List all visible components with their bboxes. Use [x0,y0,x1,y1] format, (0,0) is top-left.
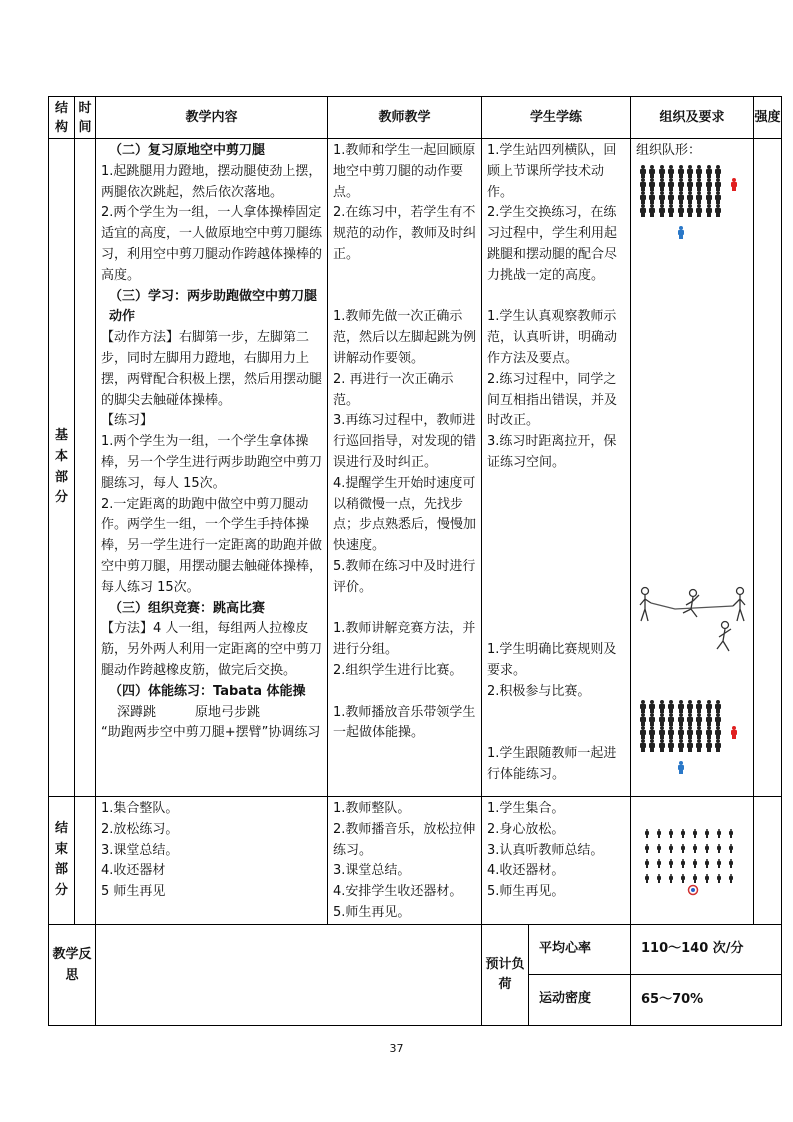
student-figure-icon [695,739,703,752]
student-figure-icon [693,844,697,853]
student-figure-icon [705,726,713,739]
sec3-practice-label: 【练习】 [101,413,154,429]
ending-teacher-1: 1.教师整队。 [333,801,411,816]
teacher-g6: 4.提醒学生开始时速度可以稍微慢一点，先找步点；步点熟悉后，慢慢加快速度。 [333,475,477,554]
student-figure-icon [658,739,666,752]
header-time: 时间 [75,97,96,139]
student-figure-icon [657,859,661,868]
page-number: 37 [389,1042,404,1055]
student-figure-icon [714,713,722,726]
organization-title: 组织队形： [636,143,702,158]
student-figure-icon [717,874,721,883]
student-s3: 1.学生认真观察教师示范，认真听讲，明确动作方法及要点。 [487,309,618,366]
student-figure-icon [677,204,685,217]
ending-teacher-5: 5.师生再见。 [333,904,411,920]
reflection-label: 教学反思 [49,924,96,1025]
ending-label: 结束部分 [49,797,75,925]
student-figure-icon [705,204,713,217]
sec2-p2: 2.两个学生为一组，一人拿体操棒固定适宜的高度，一人做原地空中剪刀腿练习，利用空中剪刀腿动作跨越体操棒的高度。 [101,205,323,283]
student-figure-icon [714,165,722,178]
basic-student-cell [482,139,631,797]
reflection-row-1 [49,924,782,975]
student-figure-icon [695,165,703,178]
formation-row [645,825,741,840]
student-figure-icon [729,844,733,853]
teacher-g4: 2. 再进行一次正确示范。 [333,371,454,408]
basic-intensity-cell [754,139,782,797]
ending-organization-cell [631,797,754,925]
student-figure-icon [705,739,713,752]
student-figure-icon [705,165,713,178]
student-figure-icon [648,726,656,739]
student-figure-icon [695,191,703,204]
load-cell [482,924,631,1025]
formation-row [639,761,739,774]
student-figure-icon [695,700,703,713]
student-figure-icon [729,859,733,868]
student-figure-icon [645,859,649,868]
student-figure-icon [693,874,697,883]
student-figure-icon [658,204,666,217]
student-figure-icon [648,165,656,178]
lesson-plan-table [48,96,782,1026]
ending-teacher-4: 4.安排学生收还器材。 [333,884,463,900]
student-figure-icon [686,713,694,726]
ending-row [49,797,782,925]
formation-row [645,870,741,885]
basic-teacher-cell [328,139,482,797]
student-figure-icon [681,844,685,853]
student-figure-icon [717,859,721,868]
formation-row [639,191,739,204]
student-figure-icon [686,700,694,713]
student-figure-icon [714,191,722,204]
student-figure-icon [693,829,697,838]
formation-row [639,739,739,752]
hr-value: 110～140 次/分 [631,924,782,975]
student-figure-icon [714,204,722,217]
student-s7: 2.积极参与比赛。 [487,683,591,699]
teacher-blue-figure-icon [677,226,685,239]
sec4-items: 深蹲跳 原地弓步跳 [117,704,261,720]
header-row [49,97,782,139]
student-figure-icon [677,178,685,191]
student-figure-icon [667,700,675,713]
teacher-g8: 1.教师讲解竞赛方法，并进行分组。 [333,621,476,658]
student-figure-icon [686,178,694,191]
load-label: 预计负荷 [482,925,529,1025]
sec3-method: 【动作方法】右脚第一步，左脚第二步，同时左脚用力蹬地，右脚用力上摆，两臂配合积极上摆，然后用摆动腿的脚尖去触碰体操棒。 [101,330,323,408]
student-figure-icon [686,739,694,752]
sec3-p2: 2.一定距离的助跑中做空中剪刀腿动作。两学生一组，一个学生手持体操棒，另一学生进行一定距离的助跑并做空中剪刀腿，用摆动腿去触碰体操棒，每人练习 15次。 [101,496,323,595]
student-figure-icon [645,844,649,853]
student-figure-icon [681,829,685,838]
ending-teacher-2: 2.教师播音乐，放松拉伸练习。 [333,821,476,858]
formation-row [639,226,739,239]
header-teacher: 教师教学 [328,97,482,139]
student-figure-icon [658,165,666,178]
header-organization: 组织及要求 [631,97,754,139]
jump-figures-icon [640,588,745,652]
teacher-red-figure-icon [730,726,738,739]
student-figure-icon [705,829,709,838]
ending-content-cell [96,797,328,925]
sec3-title: （三）学习：两步助跑做空中剪刀腿动作 [109,288,318,325]
ending-student-3: 3.认真听教师总结。 [487,842,604,858]
sec3b-title: （三）组织竞赛：跳高比赛 [109,600,266,616]
student-figure-icon [714,739,722,752]
reflection-text-cell [96,924,482,1025]
student-figure-icon [657,829,661,838]
student-figure-icon [681,859,685,868]
student-figure-icon [695,713,703,726]
student-figure-icon [667,191,675,204]
student-figure-icon [677,739,685,752]
sec3-p1: 1.两个学生为一组，一个学生拿体操棒，另一个学生进行两步助跑空中剪刀腿练习，每人 15次。 [101,434,323,491]
student-figure-icon [639,726,647,739]
student-figure-icon [639,700,647,713]
student-figure-icon [695,726,703,739]
ending-intensity-cell [754,797,782,925]
student-figure-icon [681,874,685,883]
student-figure-icon [658,191,666,204]
header-content: 教学内容 [96,97,328,139]
student-figure-icon [658,726,666,739]
student-figure-icon [645,829,649,838]
sec4-title: （四）体能练习：Tabata 体能操 [109,683,306,699]
student-figure-icon [669,874,673,883]
student-figure-icon [705,178,713,191]
student-figure-icon [639,204,647,217]
student-figure-icon [639,739,647,752]
student-figure-icon [705,700,713,713]
student-figure-icon [645,874,649,883]
student-figure-icon [693,859,697,868]
sec2-title: （二）复习原地空中剪刀腿 [109,143,266,158]
ending-content-4: 4.收还器材 [101,863,166,879]
student-s8: 1.学生跟随教师一起进行体能练习。 [487,746,617,782]
student-figure-icon [686,726,694,739]
student-figure-icon [639,178,647,191]
formation-row [639,165,739,178]
teacher-g2: 2.在练习中，若学生有不规范的动作，教师及时纠正。 [333,205,477,262]
ending-content-5: 5 师生再见 [101,884,166,900]
load-metrics-cell [529,925,631,1025]
student-figure-icon [648,178,656,191]
student-figure-icon [705,191,713,204]
student-figure-icon [677,713,685,726]
student-figure-icon [657,844,661,853]
high-jump-illustration [637,579,749,659]
student-figure-icon [729,874,733,883]
student-s6: 1.学生明确比赛规则及要求。 [487,642,617,678]
basic-label: 基本部分 [49,139,75,797]
student-figure-icon [717,829,721,838]
ending-content-2: 2.放松练习。 [101,821,179,837]
density-value: 65～70% [631,975,782,1026]
ending-student-5: 5.师生再见。 [487,884,565,900]
ending-time-cell [75,797,96,925]
student-figure-icon [658,713,666,726]
student-s5: 3.练习时距离拉开，保证练习空间。 [487,434,617,470]
student-figure-icon [714,726,722,739]
student-figure-icon [717,844,721,853]
student-figure-icon [705,859,709,868]
student-figure-icon [686,204,694,217]
basic-content-cell [96,139,328,797]
student-figure-icon [677,191,685,204]
teacher-g1: 1.教师和学生一起回顾原地空中剪刀腿的动作要点。 [333,143,476,200]
header-intensity: 强度 [754,97,782,139]
ending-student-1: 1.学生集合。 [487,801,565,816]
teacher-position-icon [687,884,699,896]
basic-time-cell [75,139,96,797]
student-figure-icon [729,829,733,838]
student-figure-icon [714,700,722,713]
student-figure-icon [648,739,656,752]
student-figure-icon [667,713,675,726]
basic-organization-cell [631,139,754,797]
student-figure-icon [658,178,666,191]
formation-top [639,165,739,239]
formation-bottom [639,700,739,774]
header-student: 学生学练 [482,97,631,139]
student-figure-icon [648,713,656,726]
teacher-red-figure-icon [730,178,738,191]
sec3b-method: 【方法】4 人一组，每组两人拉橡皮筋，另外两人利用一定距离的空中剪刀腿动作跨越橡皮筋，做完后交换。 [101,621,323,678]
formation-row [639,178,739,191]
density-label: 运动密度 [539,991,592,1007]
teacher-blue-figure-icon [677,761,685,774]
student-figure-icon [677,700,685,713]
student-s4: 2.练习过程中，同学之间互相指出错误，并及时改正。 [487,371,618,429]
student-figure-icon [705,713,713,726]
student-figure-icon [677,726,685,739]
student-figure-icon [677,165,685,178]
load-inner-table [482,925,630,1025]
student-figure-icon [639,713,647,726]
student-figure-icon [639,191,647,204]
sec4-desc: “助跑两步空中剪刀腿+摆臂”协调练习 [101,725,321,741]
formation-row [639,726,739,739]
student-figure-icon [667,726,675,739]
student-figure-icon [648,191,656,204]
basic-row [49,139,782,797]
formation-row [645,840,741,855]
ending-student-cell [482,797,631,925]
student-figure-icon [657,874,661,883]
student-figure-icon [658,700,666,713]
student-figure-icon [705,844,709,853]
student-figure-icon [669,859,673,868]
formation-row [645,855,741,870]
ending-student-4: 4.收还器材。 [487,863,565,879]
student-figure-icon [667,739,675,752]
student-figure-icon [667,204,675,217]
teacher-g5: 3.再练习过程中，教师进行巡回指导，对发现的错误进行及时纠正。 [333,413,477,470]
header-structure: 结构 [49,97,75,139]
teacher-g3: 1.教师先做一次正确示范，然后以左脚起跳为例讲解动作要领。 [333,309,477,366]
student-figure-icon [667,178,675,191]
student-s1: 1.学生站四列横队，回顾上节课所学技术动作。 [487,143,617,200]
teacher-g7: 5.教师在练习中及时进行评价。 [333,558,476,595]
teacher-g9: 2.组织学生进行比赛。 [333,662,463,678]
ending-teacher-cell [328,797,482,925]
student-figure-icon [686,165,694,178]
student-figure-icon [686,191,694,204]
sec2-p1: 1.起跳腿用力蹬地，摆动腿使劲上摆，两腿依次跳起，然后依次落地。 [101,163,322,200]
formation-row [639,713,739,726]
student-figure-icon [669,844,673,853]
formation-row [639,204,739,217]
student-figure-icon [648,204,656,217]
student-s2: 2.学生交换练习，在练习过程中，学生利用起跳腿和摆动腿的配合尽力挑战一定的高度。 [487,205,618,283]
ending-content-3: 3.课堂总结。 [101,842,179,858]
student-figure-icon [714,178,722,191]
student-figure-icon [695,204,703,217]
student-figure-icon [639,165,647,178]
student-figure-icon [667,165,675,178]
formation-row [639,700,739,713]
student-figure-icon [648,700,656,713]
hr-label: 平均心率 [529,925,630,975]
student-figure-icon [669,829,673,838]
ending-teacher-3: 3.课堂总结。 [333,863,411,879]
student-figure-icon [695,178,703,191]
teacher-g10: 1.教师播放音乐带领学生一起做体能操。 [333,704,476,741]
ending-student-2: 2.身心放松。 [487,821,565,837]
formation-ending [645,825,741,885]
ending-content-1: 1.集合整队。 [101,801,179,816]
student-figure-icon [705,874,709,883]
